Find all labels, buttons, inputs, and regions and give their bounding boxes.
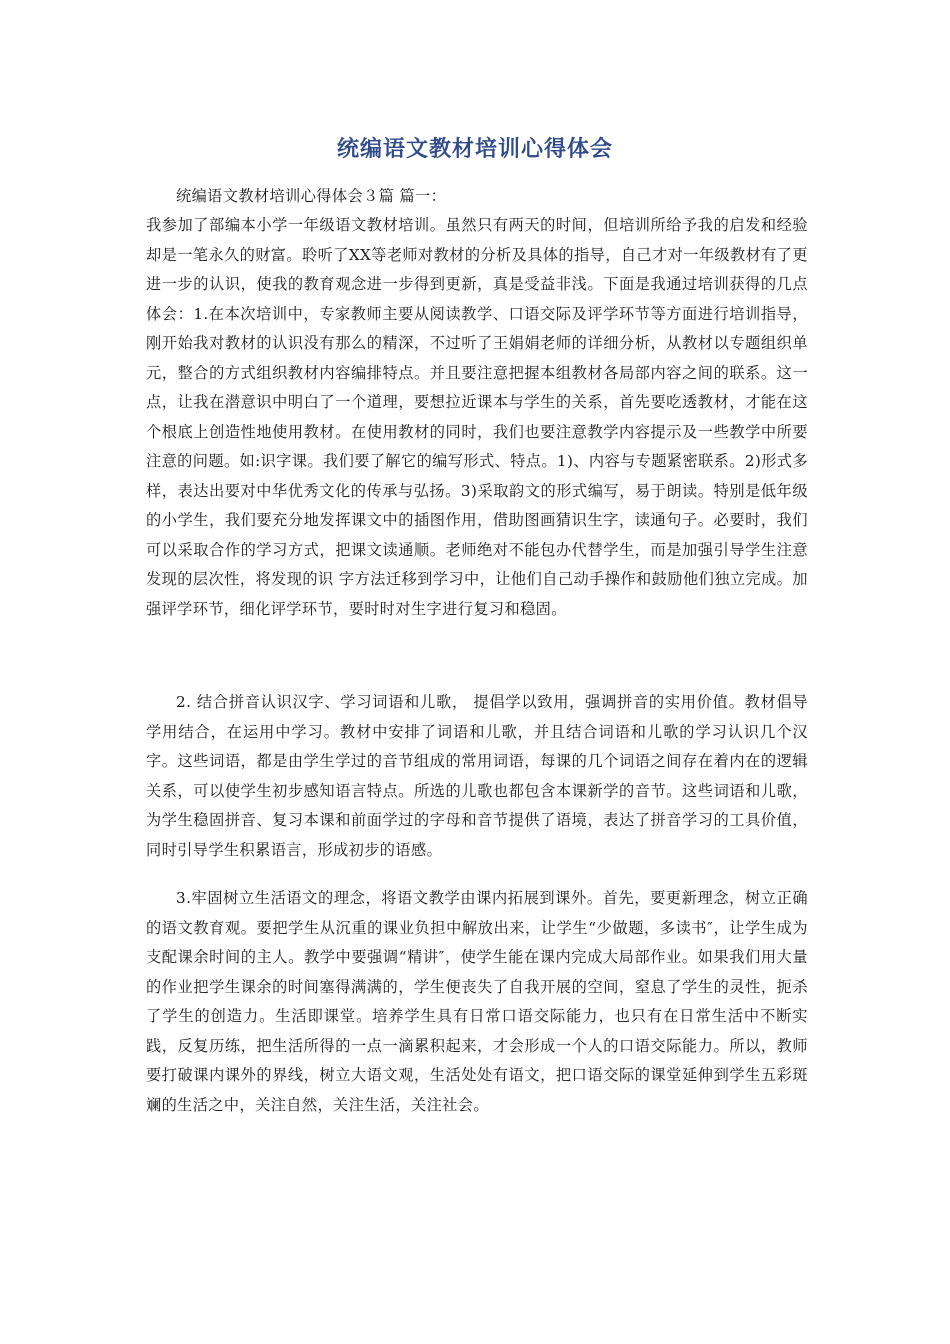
document-subtitle: 统编语文教材培训心得体会３篇 篇一： — [176, 187, 447, 205]
paragraph-3: 3.牢固树立生活语文的理念，将语文教学由课内拓展到课外。首先，要更新理念，树立正确的语文教育观。要把学生从沉重的课业负担中解放出来，让学生“少做题，多读书″，让学生成为支配课余时间的主人。教学中要强调“精讲″，使学生能在课内完成大局部作业。如果我们用大量的作业把学生课余的时间塞得满满的，学生便丧失了自我开展的空间，窒息了学生的灵性，扼杀了学生的创造力。生活即课堂。培养学生具有日常口语交际能力，也只有在日常生活中不断实践，反复历练，把生活所得的一点一滴累积起来，才会形成一个人的口语交际能力。所以，教师要打破课内课外的界线，树立大语文观，生活处处有语文，把口语交际的课堂延伸到学生五彩斑斓的生活之中，关注自然，关注生活，关注社会。 — [146, 889, 808, 1114]
paragraph-1: 我参加了部编本小学一年级语文教材培训。虽然只有两天的时间，但培训所给予我的启发和经验却是一笔永久的财富。聆听了XX等老师对教材的分析及具体的指导，自己才对一年级教材有了更进一步的认识，使我的教育观念进一步得到更新，真是受益非浅。下面是我通过培训获得的几点体会：1.在本次培训中，专家教师主要从阅读教学、口语交际及评学环节等方面进行培训指导，刚开始我对教材的认识没有那么的精深，不过听了王娟娟老师的详细分析，从教材以专题组织单元，整合的方式组织教材内容编排特点。并且要注意把握本组教材各局部内容之间的联系。这一点，让我在潜意识中明白了一个道理，要想拉近课本与学生的关系，首先要吃透教材，才能在这个根底上创造性地使用教材。在使用教材的同时，我们也要注意教学内容提示及一些教学中所要注意的问题。如:识字课。我们要了解它的编写形式、特点。1)、内容与专题紧密联系。2)形式多样，表达出要对中华优秀文化的传承与弘扬。3)采取韵文的形式编写，易于朗读。特别是低年级的小学生，我们要充分地发挥课文中的插图作用，借助图画猜识生字，读通句子。必要时，我们可以采取合作的学习方式，把课文读通顺。老师绝对不能包办代替学生，而是加强引导学生注意发现的层次性，将发现的识 字方法迁移到学习中，让他们自己动手操作和鼓励他们独立完成。加强评学环节，细化评学环节，要时时对生字进行复习和稳固。 — [146, 216, 808, 618]
paragraph-2: 2. 结合拼音认识汉字、学习词语和儿歌， 提倡学以致用，强调拼音的实用价值。教材倡导学用结合，在运用中学习。教材中安排了词语和儿歌，并且结合词语和儿歌的学习认识几个汉字。这些词语，都是由学生学过的音节组成的常用词语，每课的几个词语之间存在着内在的逻辑关系，可以使学生初步感知语言特点。所选的儿歌也都包含本课新学的音节。这些词语和儿歌，为学生稳固拼音、复习本课和前面学过的字母和音节提供了语境，表达了拼音学习的工具价值，同时引导学生积累语言，形成初步的语感。 — [146, 693, 808, 859]
document-title: 统编语文教材培训心得体会 — [336, 137, 613, 162]
